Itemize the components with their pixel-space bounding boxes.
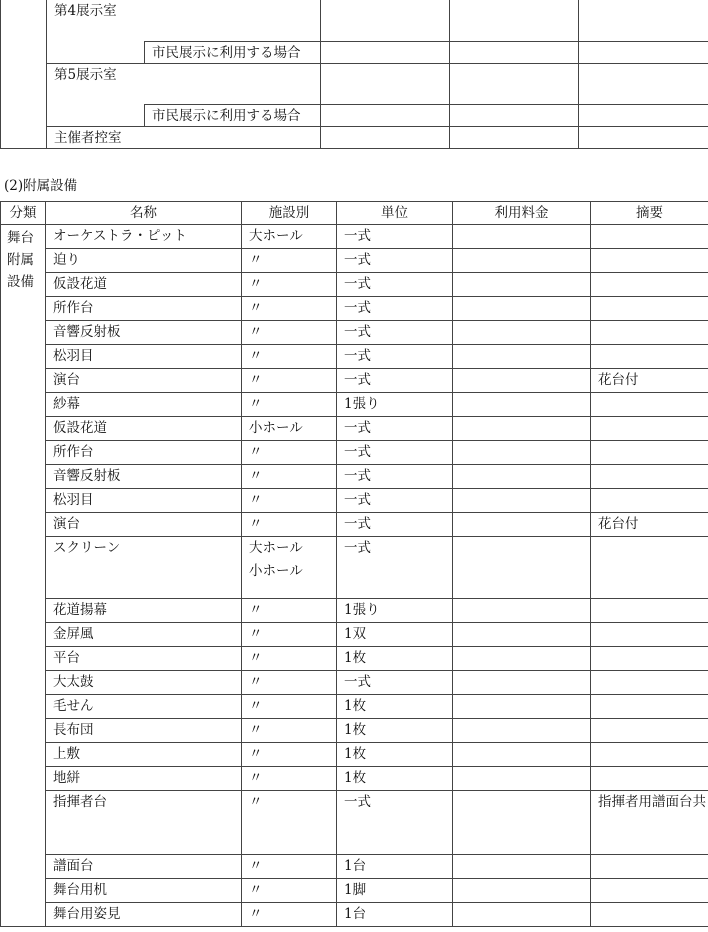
facility-text: 〃 — [249, 674, 263, 690]
item-fee — [453, 465, 591, 489]
item-facility — [242, 903, 337, 927]
item-fee — [453, 273, 591, 297]
item-fee — [453, 441, 591, 465]
facility-text: 〃 — [249, 858, 263, 874]
item-unit: 1双 — [337, 623, 453, 647]
item-unit: 一式 — [337, 369, 453, 393]
item-unit: 一式 — [337, 537, 453, 599]
table-row — [1, 791, 708, 855]
table-row — [1, 695, 708, 719]
item-fee — [453, 345, 591, 369]
room-name: 第5展示室 — [47, 64, 321, 105]
item-note: 指揮者用譜面台共 — [591, 791, 708, 855]
item-fee — [453, 537, 591, 599]
item-facility — [242, 719, 337, 743]
table-row — [1, 297, 708, 321]
item-name: 長布団 — [46, 719, 242, 743]
item-name: 大太鼓 — [46, 671, 242, 695]
item-fee — [453, 671, 591, 695]
item-name: 舞台用机 — [46, 879, 242, 903]
item-facility — [242, 273, 337, 297]
facility-text: 〃 — [249, 516, 263, 532]
item-name: 地絣 — [46, 767, 242, 791]
item-name: 松羽目 — [46, 345, 242, 369]
room-name: 主催者控室 — [47, 127, 321, 149]
item-unit: 一式 — [337, 513, 453, 537]
item-note — [591, 345, 708, 369]
item-facility — [242, 647, 337, 671]
room-sub-name: 市民展示に利用する場合 — [145, 105, 321, 127]
item-name: 毛せん — [46, 695, 242, 719]
item-fee — [453, 855, 591, 879]
item-facility — [242, 249, 337, 273]
item-note — [591, 743, 708, 767]
item-fee — [453, 321, 591, 345]
item-facility — [242, 489, 337, 513]
item-fee — [453, 393, 591, 417]
facility-text: 〃 — [249, 492, 263, 508]
item-name: 上敷 — [46, 743, 242, 767]
facility-text: 〃 — [249, 794, 263, 810]
item-unit: 1台 — [337, 903, 453, 927]
item-unit: 1張り — [337, 599, 453, 623]
facility-text: 〃 — [249, 324, 263, 340]
item-unit: 一式 — [337, 441, 453, 465]
header-note: 摘要 — [591, 202, 708, 225]
item-unit: 1枚 — [337, 767, 453, 791]
item-name: 花道揚幕 — [46, 599, 242, 623]
item-facility — [242, 623, 337, 647]
item-unit: 一式 — [337, 249, 453, 273]
table-row — [1, 855, 708, 879]
item-name: オーケストラ・ピット — [46, 225, 242, 249]
item-note — [591, 599, 708, 623]
table-row — [1, 417, 708, 441]
item-name: 紗幕 — [46, 393, 242, 417]
table-row — [1, 321, 708, 345]
item-facility — [242, 767, 337, 791]
item-facility — [242, 465, 337, 489]
table-row — [1, 513, 708, 537]
item-fee — [453, 225, 591, 249]
header-category: 分類 — [1, 202, 46, 225]
table-row — [1, 537, 708, 599]
facility-text: 〃 — [249, 650, 263, 666]
table-row — [1, 393, 708, 417]
item-fee — [453, 647, 591, 671]
item-note — [591, 225, 708, 249]
item-unit: 一式 — [337, 345, 453, 369]
item-name: 仮設花道 — [46, 273, 242, 297]
rooms-fee-table — [0, 0, 708, 149]
facility-text: 小ホール — [249, 563, 303, 579]
item-note — [591, 321, 708, 345]
facility-text: 〃 — [249, 602, 263, 618]
header-fee: 利用料金 — [453, 202, 591, 225]
table-row — [1, 623, 708, 647]
room-row — [1, 127, 708, 149]
item-name: 譜面台 — [46, 855, 242, 879]
table-row — [1, 225, 708, 249]
section-title: (2)附属設備 — [4, 178, 78, 194]
item-unit: 1台 — [337, 855, 453, 879]
facility-text: 大ホール — [249, 228, 303, 244]
item-note — [591, 879, 708, 903]
item-facility — [242, 791, 337, 855]
facility-text: 〃 — [249, 770, 263, 786]
facility-text: 〃 — [249, 468, 263, 484]
item-fee — [453, 791, 591, 855]
item-fee — [453, 743, 591, 767]
item-note: 花台付 — [591, 513, 708, 537]
item-facility — [242, 513, 337, 537]
item-note — [591, 855, 708, 879]
table-row — [1, 249, 708, 273]
item-note — [591, 537, 708, 599]
facility-text: 〃 — [249, 882, 263, 898]
facility-text: 大ホール — [249, 540, 303, 556]
item-unit: 1枚 — [337, 695, 453, 719]
item-name: 金屏風 — [46, 623, 242, 647]
table-row — [1, 489, 708, 513]
item-fee — [453, 599, 591, 623]
item-fee — [453, 369, 591, 393]
item-unit: 1枚 — [337, 647, 453, 671]
item-note — [591, 767, 708, 791]
item-fee — [453, 489, 591, 513]
item-facility — [242, 321, 337, 345]
item-note — [591, 903, 708, 927]
item-fee — [453, 719, 591, 743]
item-note — [591, 719, 708, 743]
item-name: 松羽目 — [46, 489, 242, 513]
facility-text: 〃 — [249, 372, 263, 388]
header-row — [1, 202, 708, 225]
item-unit: 一式 — [337, 225, 453, 249]
category-cell — [1, 0, 47, 149]
item-note — [591, 393, 708, 417]
table-row — [1, 647, 708, 671]
item-name: 仮設花道 — [46, 417, 242, 441]
item-facility — [242, 225, 337, 249]
facility-text: 〃 — [249, 698, 263, 714]
facility-text: 〃 — [249, 396, 263, 412]
equipment-fee-table — [0, 201, 708, 927]
item-unit: 一式 — [337, 489, 453, 513]
table-row — [1, 879, 708, 903]
item-fee — [453, 249, 591, 273]
table-row — [1, 441, 708, 465]
item-facility — [242, 695, 337, 719]
table-row — [1, 345, 708, 369]
item-facility — [242, 417, 337, 441]
item-facility — [242, 297, 337, 321]
category-cell: 舞台附属設備 — [1, 225, 46, 927]
table-row — [1, 903, 708, 927]
room-sub-row — [1, 42, 708, 64]
item-name: 迫り — [46, 249, 242, 273]
item-unit: 一式 — [337, 417, 453, 441]
item-unit: 一式 — [337, 671, 453, 695]
table-row — [1, 599, 708, 623]
header-name: 名称 — [46, 202, 242, 225]
table-row — [1, 719, 708, 743]
item-unit: 一式 — [337, 273, 453, 297]
item-facility — [242, 345, 337, 369]
item-unit: 1脚 — [337, 879, 453, 903]
item-name: 平台 — [46, 647, 242, 671]
item-note — [591, 417, 708, 441]
table-row — [1, 743, 708, 767]
item-unit: 一式 — [337, 791, 453, 855]
item-name: 演台 — [46, 369, 242, 393]
item-note — [591, 671, 708, 695]
item-note — [591, 273, 708, 297]
item-unit: 一式 — [337, 465, 453, 489]
item-name: 舞台用姿見 — [46, 903, 242, 927]
item-note — [591, 297, 708, 321]
item-facility — [242, 671, 337, 695]
item-note — [591, 249, 708, 273]
item-fee — [453, 767, 591, 791]
item-fee — [453, 879, 591, 903]
table-row — [1, 369, 708, 393]
facility-text: 〃 — [249, 252, 263, 268]
item-fee — [453, 513, 591, 537]
header-facility: 施設別 — [242, 202, 337, 225]
item-facility — [242, 743, 337, 767]
facility-text: 〃 — [249, 626, 263, 642]
item-note: 花台付 — [591, 369, 708, 393]
table-row — [1, 671, 708, 695]
item-fee — [453, 903, 591, 927]
table-row — [1, 273, 708, 297]
item-fee — [453, 695, 591, 719]
facility-text: 〃 — [249, 722, 263, 738]
room-name: 第4展示室 — [47, 0, 321, 42]
facility-text: 〃 — [249, 348, 263, 364]
room-sub-name: 市民展示に利用する場合 — [145, 42, 321, 64]
item-note — [591, 489, 708, 513]
item-note — [591, 695, 708, 719]
table-row — [1, 767, 708, 791]
item-facility — [242, 393, 337, 417]
facility-text: 〃 — [249, 746, 263, 762]
item-name: 音響反射板 — [46, 321, 242, 345]
item-note — [591, 647, 708, 671]
room-sub-row — [1, 105, 708, 127]
room-row — [1, 0, 708, 42]
item-unit: 一式 — [337, 321, 453, 345]
item-name: スクリーン — [46, 537, 242, 599]
item-name: 所作台 — [46, 441, 242, 465]
item-facility — [242, 537, 337, 599]
facility-text: 〃 — [249, 300, 263, 316]
item-name: 演台 — [46, 513, 242, 537]
item-facility — [242, 369, 337, 393]
item-unit: 一式 — [337, 297, 453, 321]
item-name: 所作台 — [46, 297, 242, 321]
facility-text: 小ホール — [249, 420, 303, 436]
item-facility — [242, 599, 337, 623]
item-name: 指揮者台 — [46, 791, 242, 855]
item-facility — [242, 855, 337, 879]
table-row — [1, 465, 708, 489]
item-fee — [453, 417, 591, 441]
item-note — [591, 623, 708, 647]
facility-text: 〃 — [249, 906, 263, 922]
item-unit: 1枚 — [337, 719, 453, 743]
item-note — [591, 441, 708, 465]
header-unit: 単位 — [337, 202, 453, 225]
item-unit: 1張り — [337, 393, 453, 417]
facility-text: 〃 — [249, 444, 263, 460]
item-fee — [453, 623, 591, 647]
item-unit: 1枚 — [337, 743, 453, 767]
facility-text: 〃 — [249, 276, 263, 292]
item-name: 音響反射板 — [46, 465, 242, 489]
item-note — [591, 465, 708, 489]
item-fee — [453, 297, 591, 321]
item-facility — [242, 441, 337, 465]
item-facility — [242, 879, 337, 903]
equipment-rows — [1, 225, 708, 927]
room-row — [1, 64, 708, 105]
